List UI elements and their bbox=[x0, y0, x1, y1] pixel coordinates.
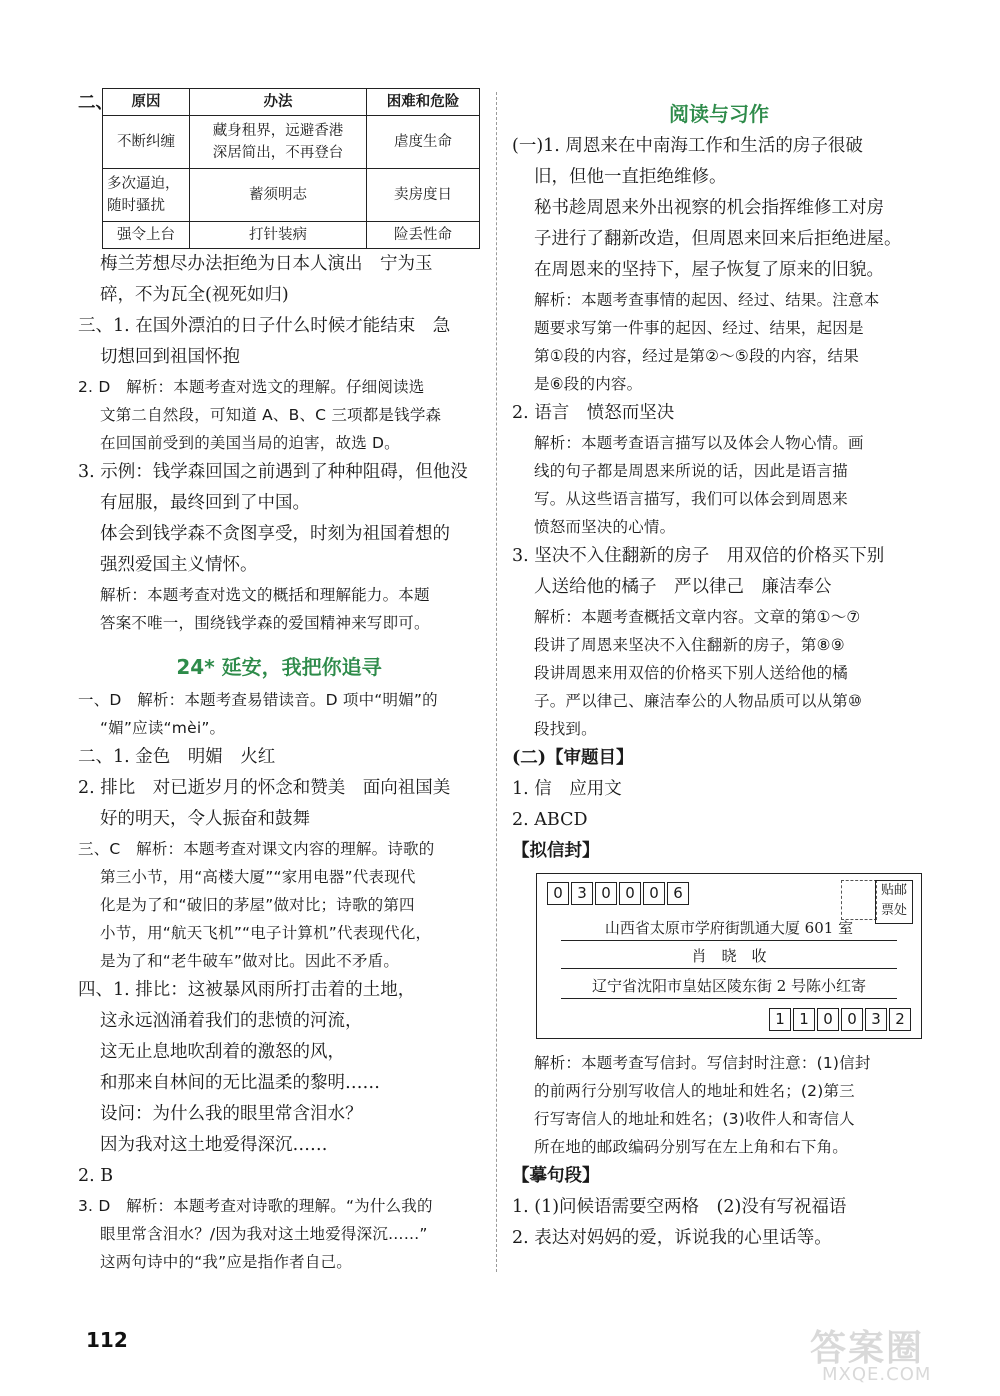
explanation-line: 3. D 解析：本题考查对诗歌的理解。“为什么我的 bbox=[78, 1197, 433, 1215]
stamp-label-line: 贴邮 bbox=[880, 883, 907, 898]
sender-zipcode bbox=[769, 1008, 913, 1031]
zip-digit: 3 bbox=[571, 882, 593, 905]
section-label: (二)【审题目】 bbox=[512, 748, 634, 768]
explanation-line: 解析：本题考查语言描写以及体会人物心情。画 bbox=[534, 434, 864, 452]
answer-line: 有屈服，最终回到了中国。 bbox=[100, 493, 310, 513]
zip-digit: 3 bbox=[865, 1008, 887, 1031]
zip-digit: 0 bbox=[595, 882, 617, 905]
zip-digit: 1 bbox=[793, 1008, 815, 1031]
zip-digit: 6 bbox=[667, 882, 689, 905]
answer-line: 3. 示例：钱学森回国之前遇到了种种阻碍，但他没 bbox=[78, 462, 468, 482]
explanation-line: 所在地的邮政编码分别写在左上角和右下角。 bbox=[534, 1138, 849, 1156]
table-row bbox=[103, 169, 480, 222]
answer-line: 切想回到祖国怀抱 bbox=[100, 347, 240, 367]
watermark-logo bbox=[790, 1320, 990, 1390]
explanation-line: 题要求写第一件事的起因、经过、结果，起因是 bbox=[534, 319, 864, 337]
answer-line: 在周恩来的坚持下，屋子恢复了原来的旧貌。 bbox=[534, 260, 884, 280]
answer-line: 这无止息地吹刮着的激怒的风， bbox=[100, 1042, 345, 1062]
explanation-line: 这两句诗中的“我”应是指作者自己。 bbox=[100, 1253, 352, 1271]
table-cell: 虐度生命 bbox=[367, 116, 480, 169]
answer-line: 子进行了翻新改造，但周恩来回来后拒绝进屋。 bbox=[534, 229, 902, 249]
table-cell: 强令上台 bbox=[103, 222, 190, 249]
answer-line: 旧，但他一直拒绝维修。 bbox=[534, 167, 727, 187]
table-cell: 卖房度日 bbox=[367, 169, 480, 222]
explanation-line: 子。严以律己、廉洁奉公的人物品质可以从第⑩ bbox=[534, 692, 863, 710]
table-cell: 蓄须明志 bbox=[190, 169, 367, 222]
answer-line: 2. 表达对妈妈的爱，诉说我的心里话等。 bbox=[512, 1228, 832, 1248]
explanation-line: 愤怒而坚决的心情。 bbox=[534, 518, 676, 536]
answer-line: 因为我对这土地爱得深沉…… bbox=[100, 1135, 328, 1155]
answer-line: 梅兰芳想尽办法拒绝为日本人演出 宁为玉 bbox=[100, 254, 433, 274]
answer-line: 1. (1)问候语需要空两格 (2)没有写祝福语 bbox=[512, 1197, 847, 1217]
answer-table bbox=[102, 88, 480, 249]
explanation-line: 一、D 解析：本题考查易错读音。D 项中“明媚”的 bbox=[78, 691, 438, 709]
answer-line: 三、1. 在国外漂泊的日子什么时候才能结束 急 bbox=[78, 316, 451, 336]
table-cell: 不断纠缠 bbox=[103, 116, 190, 169]
explanation-line: 小节，用“航天飞机”“电子计算机”代表现代化， bbox=[100, 924, 432, 942]
explanation-line: 是为了和“老牛破车”做对比。因此不矛盾。 bbox=[100, 952, 400, 970]
explanation-line: 线的句子都是周恩来所说的话，因此是语言描 bbox=[534, 462, 849, 480]
explanation-line: 是⑥段的内容。 bbox=[534, 375, 643, 393]
explanation-line: 段讲周恩来用双倍的价格买下别人送给他的橘 bbox=[534, 664, 849, 682]
answer-line: 设问：为什么我的眼里常含泪水？ bbox=[100, 1104, 363, 1124]
answer-line: 秘书趁周恩来外出视察的机会指挥维修工对房 bbox=[534, 198, 884, 218]
table-cell: 打针装病 bbox=[190, 222, 367, 249]
zip-digit: 0 bbox=[643, 882, 665, 905]
explanation-line: 第三小节，用“高楼大厦”“家用电器”代表现代 bbox=[100, 868, 416, 886]
explanation-line: 解析：本题考查事情的起因、经过、结果。注意本 bbox=[534, 291, 880, 309]
answer-line: 2. B bbox=[78, 1166, 114, 1186]
envelope bbox=[536, 873, 922, 1039]
left-column bbox=[78, 88, 480, 1276]
watermark-text: 答案圈 bbox=[810, 1328, 925, 1369]
answer-line: 二、1. 金色 明媚 火红 bbox=[78, 747, 276, 767]
explanation-line: 2. D 解析：本题考查对选文的理解。仔细阅读选 bbox=[78, 378, 425, 396]
watermark-url: MXQE.COM bbox=[822, 1364, 932, 1385]
page-number: 112 bbox=[86, 1328, 128, 1352]
table-header: 原因 bbox=[103, 89, 190, 116]
recipient-name: 肖 晓 收 bbox=[561, 944, 897, 969]
lesson-title: 24* 延安，我把你追寻 bbox=[176, 655, 382, 679]
explanation-line: 段找到。 bbox=[534, 720, 597, 738]
explanation-line: 化是为了和“破旧的茅屋”做对比；诗歌的第四 bbox=[100, 896, 415, 914]
answer-line: 四、1. 排比：这被暴风雨所打击着的土地， bbox=[78, 980, 416, 1000]
answer-table-block bbox=[78, 88, 480, 249]
sender-address: 辽宁省沈阳市皇姑区陵东街 2 号陈小红寄 bbox=[561, 974, 897, 999]
right-column bbox=[512, 88, 926, 1254]
answer-line: (一)1. 周恩来在中南海工作和生活的房子很破 bbox=[512, 136, 863, 156]
explanation-line: 的前两行分别写收信人的地址和姓名；(2)第三 bbox=[534, 1082, 855, 1100]
explanation-line: 眼里常含泪水？/因为我对这土地爱得深沉……” bbox=[100, 1225, 428, 1243]
explanation-line: 行写寄信人的地址和姓名；(3)收件人和寄信人 bbox=[534, 1110, 855, 1128]
answer-line: 3. 坚决不入住翻新的房子 用双倍的价格买下别 bbox=[512, 546, 885, 566]
table-header-row bbox=[103, 89, 480, 116]
section-label: 【摹句段】 bbox=[512, 1166, 600, 1186]
table-header: 困难和危险 bbox=[367, 89, 480, 116]
explanation-line: “媚”应读“mèi”。 bbox=[100, 719, 226, 737]
answer-line: 和那来自林间的无比温柔的黎明…… bbox=[100, 1073, 380, 1093]
explanation-line: 在回国前受到的美国当局的迫害，故选 D。 bbox=[100, 434, 400, 452]
explanation-line: 解析：本题考查概括文章内容。文章的第①～⑦ bbox=[534, 608, 861, 626]
explanation-line: 解析：本题考查对选文的概括和理解能力。本题 bbox=[100, 586, 430, 604]
table-cell: 多次逼迫， 随时骚扰 bbox=[103, 169, 190, 222]
explanation-line: 三、C 解析：本题考查对课文内容的理解。诗歌的 bbox=[78, 840, 435, 858]
answer-line: 人送给他的橘子 严以律己 廉洁奉公 bbox=[534, 577, 832, 597]
table-row bbox=[103, 116, 480, 169]
section-heading: 阅读与习作 bbox=[669, 102, 769, 126]
section-label: 【拟信封】 bbox=[512, 841, 600, 861]
answer-line: 碎，不为瓦全(视死如归) bbox=[100, 285, 289, 305]
explanation-line: 第①段的内容，经过是第②～⑤段的内容，结果 bbox=[534, 347, 859, 365]
answer-line: 体会到钱学森不贪图享受，时刻为祖国着想的 bbox=[100, 524, 450, 544]
table-header: 办法 bbox=[190, 89, 367, 116]
answer-line: 好的明天，令人振奋和鼓舞 bbox=[100, 809, 310, 829]
explanation-line: 写。从这些语言描写，我们可以体会到周恩来 bbox=[534, 490, 849, 508]
answer-line: 2. ABCD bbox=[512, 810, 588, 830]
explanation-line: 解析：本题考查写信封。写信封时注意：(1)信封 bbox=[534, 1054, 871, 1072]
explanation-line: 答案不唯一，围绕钱学森的爱国精神来写即可。 bbox=[100, 614, 430, 632]
table-prefix: 二、 bbox=[78, 93, 113, 113]
answer-line: 2. 排比 对已逝岁月的怀念和赞美 面向祖国美 bbox=[78, 778, 451, 798]
zip-digit: 0 bbox=[619, 882, 641, 905]
envelope-block bbox=[512, 873, 926, 1049]
stamp-label-line: 票处 bbox=[880, 903, 907, 918]
table-cell: 藏身租界，远避香港 深居简出，不再登台 bbox=[190, 116, 367, 169]
zip-digit: 0 bbox=[547, 882, 569, 905]
zip-digit: 2 bbox=[889, 1008, 911, 1031]
table-cell: 险丢性命 bbox=[367, 222, 480, 249]
answer-line: 这永远汹涌着我们的悲愤的河流， bbox=[100, 1011, 363, 1031]
zip-digit: 0 bbox=[841, 1008, 863, 1031]
zip-digit: 1 bbox=[769, 1008, 791, 1031]
column-divider bbox=[496, 92, 497, 1272]
recipient-zipcode bbox=[547, 882, 691, 905]
recipient-address: 山西省太原市学府街凯通大厦 601 室 bbox=[561, 916, 897, 941]
zip-digit: 0 bbox=[817, 1008, 839, 1031]
explanation-line: 段讲了周恩来坚决不入住翻新的房子，第⑧⑨ bbox=[534, 636, 845, 654]
table-row bbox=[103, 222, 480, 249]
stamp-dashed-box bbox=[841, 880, 877, 920]
explanation-line: 文第二自然段，可知道 A、B、C 三项都是钱学森 bbox=[100, 406, 442, 424]
answer-line: 1. 信 应用文 bbox=[512, 779, 622, 799]
answer-line: 2. 语言 愤怒而坚决 bbox=[512, 403, 675, 423]
answer-line: 强烈爱国主义情怀。 bbox=[100, 555, 258, 575]
